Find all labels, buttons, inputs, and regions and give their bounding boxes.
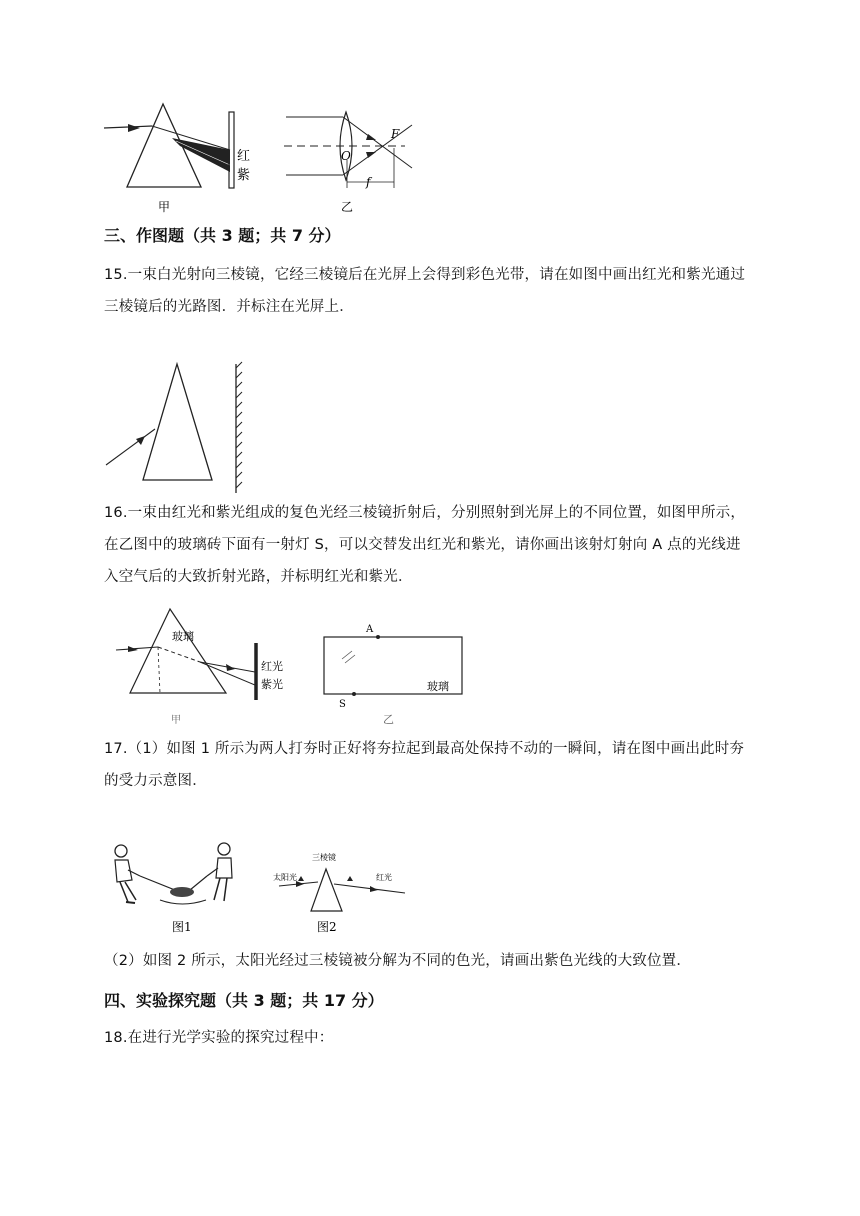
section4-heading: 四、实验探究题（共 3 题；共 17 分） <box>104 991 384 1010</box>
label-prism: 三棱镜 <box>312 853 336 862</box>
q15-line2: 三棱镜后的光路图．并标注在光屏上． <box>104 299 354 315</box>
q16-line1: 16.一束由红光和紫光组成的复色光经三棱镜折射后，分别照射到光屏上的不同位置，如图甲所示， <box>104 505 746 521</box>
q17-part2-text: （2）如图 2 所示，太阳光经过三棱镜被分解为不同的色光，请画出紫色光线的大致位置． <box>104 953 692 969</box>
caption-yi: 乙 <box>341 200 354 214</box>
q17-line1: 17.（1）如图 1 所示为两人打夯时正好将夯拉起到最高处保持不动的一瞬间，请在图中画出此时夯 <box>104 741 745 757</box>
fig2-caption: 图2 <box>317 920 337 934</box>
q16-line2: 在乙图中的玻璃砖下面有一射灯 S，可以交替发出红光和紫光，请你画出该射灯射向 A 点的光线进 <box>104 537 741 553</box>
label-O: O <box>341 149 351 163</box>
label-F: F <box>391 127 400 141</box>
fig1-caption: 图1 <box>172 920 192 934</box>
label-glass-yi: 玻璃 <box>427 680 449 693</box>
q16-line3: 入空气后的大致折射光路，并标明红光和紫光． <box>104 569 413 585</box>
caption-yi: 乙 <box>383 713 394 726</box>
q18-text: 18.在进行光学实验的探究过程中： <box>104 1030 334 1046</box>
label-sun: 太阳光 <box>273 873 297 882</box>
label-red-light-fig2: 红光 <box>376 873 392 882</box>
label-A: A <box>366 624 374 635</box>
label-f: f <box>366 175 371 189</box>
caption-jia: 甲 <box>158 200 171 214</box>
q15-line1: 15.一束白光射向三棱镜，它经三棱镜后在光屏上会得到彩色光带，请在如图中画出红光和紫光通过 <box>104 267 746 283</box>
label-purple-light: 紫光 <box>261 678 283 691</box>
label-red: 红 <box>237 149 251 164</box>
label-purple: 紫 <box>237 168 251 183</box>
label-glass-jia: 玻璃 <box>172 630 194 643</box>
label-S: S <box>339 699 346 710</box>
caption-jia: 甲 <box>171 715 181 726</box>
section3-heading: 三、作图题（共 3 题；共 7 分） <box>104 226 341 245</box>
q17-line2: 的受力示意图． <box>104 773 207 789</box>
label-red-light: 红光 <box>261 660 283 673</box>
